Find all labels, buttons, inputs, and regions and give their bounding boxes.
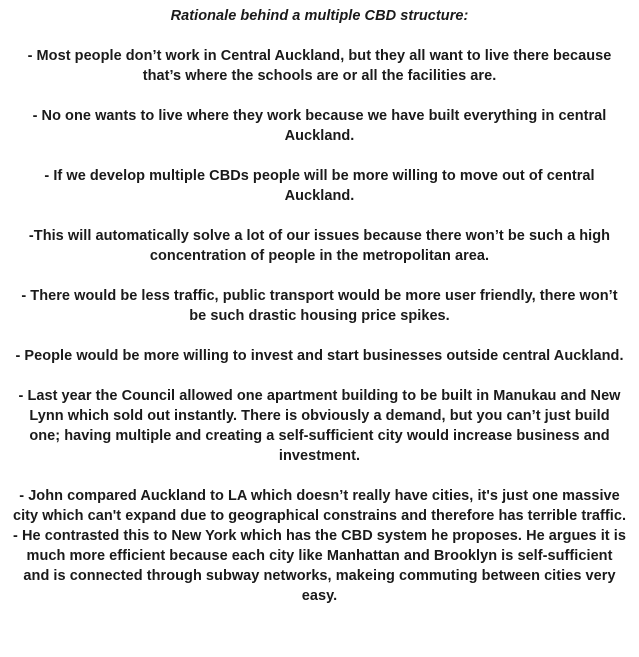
- paragraph-invest-businesses: - People would be more willing to invest and start businesses outside central Auckland.: [15, 348, 624, 364]
- paragraph-live-where-work: - No one wants to live where they work because we have built everything in central Auckland.: [32, 108, 607, 144]
- paragraph-work-location: - Most people don’t work in Central Auckland, but they all want to live there because that’s where the schools are or all the facilities are.: [27, 48, 612, 84]
- paragraph-la-comparison: - John compared Auckland to LA which doesn’t really have cities, it's just one massive city which can't expand due to geographical constrains and therefore has terrible traffic.: [12, 488, 627, 524]
- paragraph-less-traffic: - There would be less traffic, public transport would be more user friendly, there won’t be such drastic housing price spikes.: [21, 288, 618, 324]
- paragraph-new-york-contrast: - He contrasted this to New York which has the CBD system he proposes. He argues it is much more efficient because each city like Manhattan and Brooklyn is self-sufficient and is connected through subway networks, makeing commuting between cities very easy.: [13, 528, 626, 604]
- paragraph-multiple-cbds: - If we develop multiple CBDs people will be more willing to move out of central Auckland.: [44, 168, 595, 204]
- document-title: Rationale behind a multiple CBD structure:: [170, 8, 469, 24]
- paragraph-solve-issues: -This will automatically solve a lot of our issues because there won’t be such a high concentration of people in the metropolitan area.: [28, 228, 611, 264]
- paragraph-council-apartments: - Last year the Council allowed one apartment building to be built in Manukau and New Lynn which sold out instantly. There is obviously a demand, but you can’t just build one; having multiple and creating a self-sufficient city would increase business and investment.: [18, 388, 621, 464]
